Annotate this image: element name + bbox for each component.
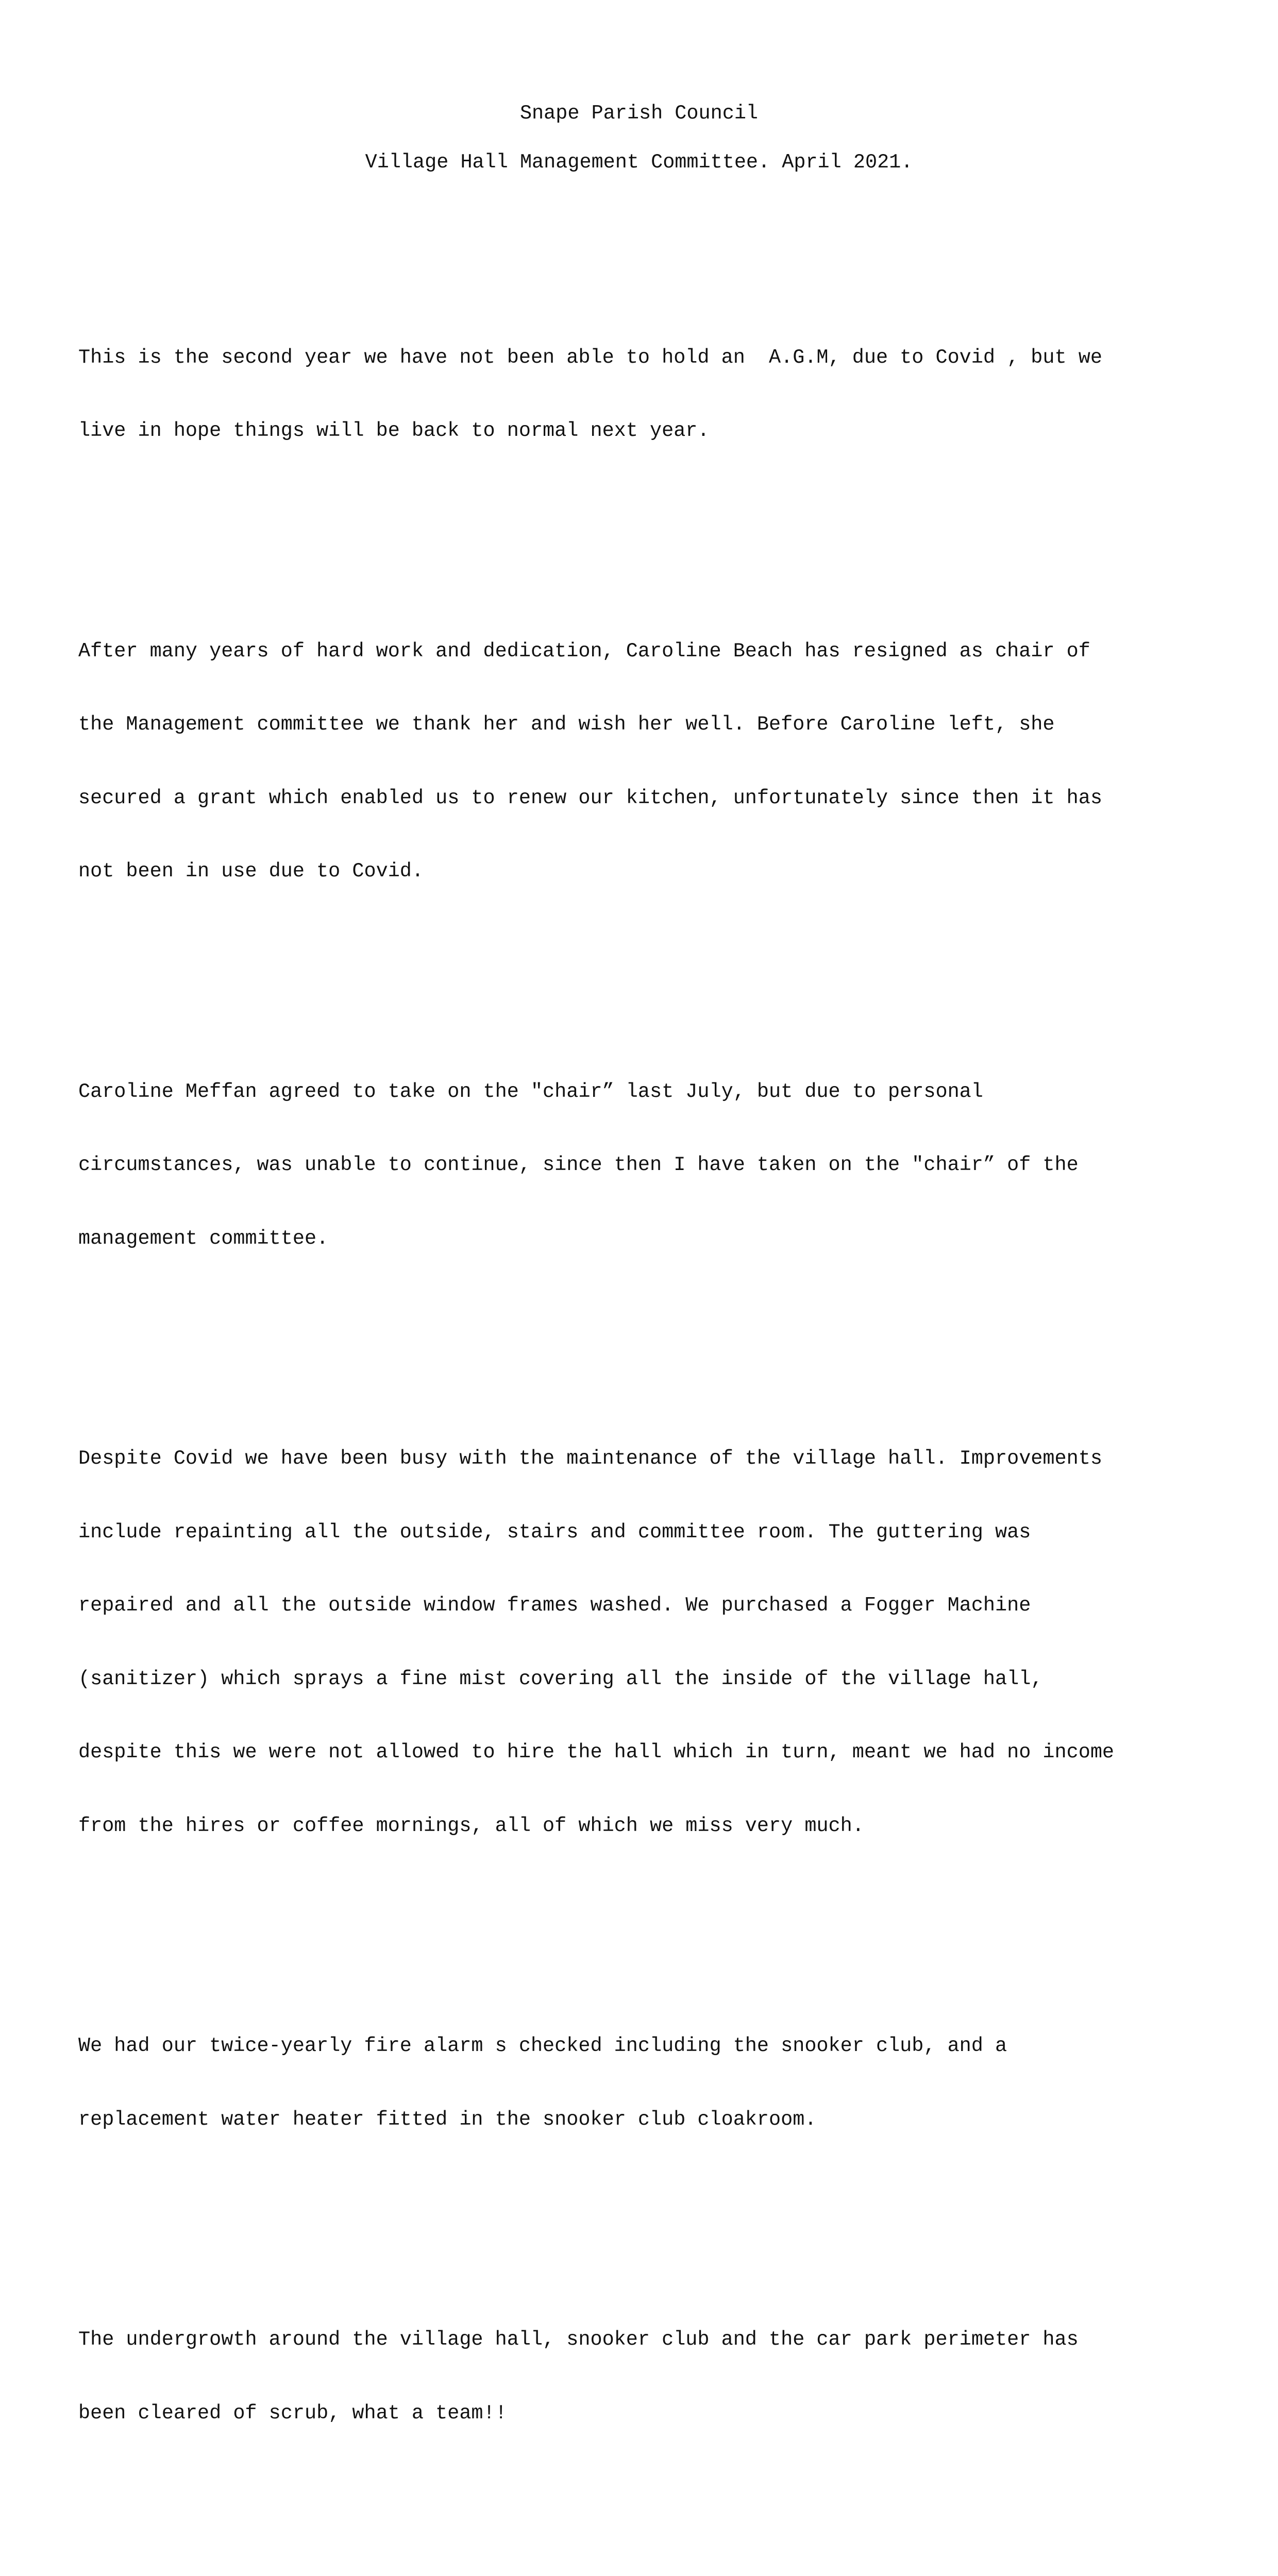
- paragraph-hanging-baskets: [78, 2572, 1238, 2576]
- text-line: Caroline Meffan agreed to take on the "chair” last July, but due to personal: [78, 1080, 983, 1103]
- text-line: live in hope things will be back to normal next year.: [78, 419, 710, 442]
- paragraph-undergrowth: [78, 2279, 1238, 2475]
- paragraph-maintenance: [78, 1398, 1238, 1887]
- paragraph-caroline-meffan: [78, 1031, 1238, 1300]
- text-line: This is the second year we have not been able to hold an A.G.M, due to Covid , but we: [78, 346, 1102, 369]
- text-line: management committee.: [78, 1227, 329, 1250]
- paragraph-agm: [78, 297, 1238, 493]
- text-line: include repainting all the outside, stairs and committee room. The guttering was: [78, 1520, 1031, 1544]
- paragraph-fire-alarms: [78, 1985, 1238, 2181]
- text-line: circumstances, was unable to continue, since then I have taken on the "chair” of the: [78, 1154, 1079, 1176]
- text-line: the Management committee we thank her and wish her well. Before Caroline left, she: [78, 713, 1055, 736]
- text-line: been cleared of scrub, what a team!!: [78, 2401, 507, 2425]
- text-line: (sanitizer) which sprays a fine mist covering all the inside of the village hall,: [78, 1667, 1043, 1690]
- text-line: Despite Covid we have been busy with the maintenance of the village hall. Improvements: [78, 1447, 1102, 1470]
- text-line: despite this we were not allowed to hire the hall which in turn, meant we had no income: [78, 1741, 1115, 1764]
- text-line: After many years of hard work and dedication, Caroline Beach has resigned as chair of: [78, 639, 1090, 663]
- organization-title: Snape Parish Council: [519, 102, 759, 125]
- text-line: The undergrowth around the village hall, snooker club and the car park perimeter has: [78, 2328, 1079, 2351]
- text-line: not been in use due to Covid.: [78, 860, 424, 883]
- text-line: We had our twice-yearly fire alarm s checked including the snooker club, and a: [78, 2035, 1007, 2057]
- text-line: secured a grant which enabled us to renew our kitchen, unfortunately since then it has: [78, 786, 1102, 809]
- text-line: from the hires or coffee mornings, all of which we miss very much.: [78, 1814, 864, 1837]
- document-subtitle: Village Hall Management Committee. April 2021.: [365, 151, 913, 174]
- text-line: repaired and all the outside window frames washed. We purchased a Fogger Machine: [78, 1594, 1031, 1617]
- letter-body: [78, 223, 1238, 2576]
- text-line: replacement water heater fitted in the snooker club cloakroom.: [78, 2108, 817, 2131]
- paragraph-caroline-beach: [78, 590, 1238, 933]
